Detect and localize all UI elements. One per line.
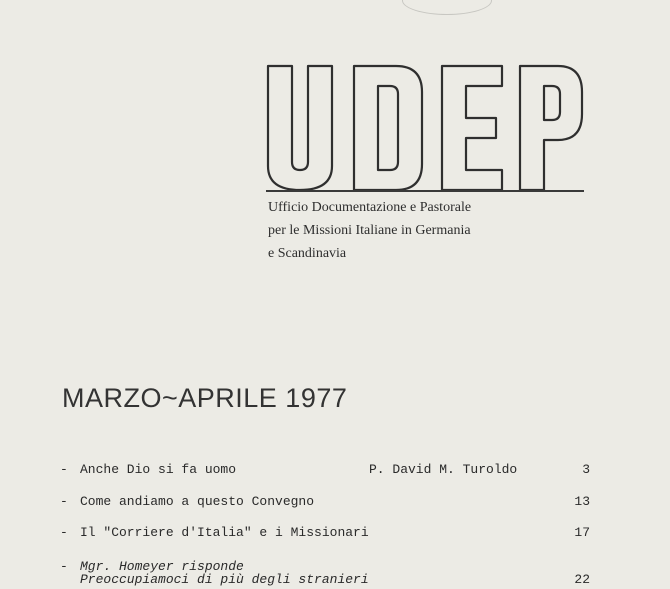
toc-row	[60, 525, 600, 547]
stamp-mark	[402, 0, 492, 15]
issue-title: MARZO~APRILE 1977	[62, 383, 348, 413]
logo-letter-d	[354, 66, 422, 190]
toc-author: P. David M. Turoldo	[369, 462, 518, 477]
toc-title: Mgr. Homeyer risponde	[80, 559, 244, 574]
subtitle-line: e Scandinavia	[268, 246, 347, 261]
toc-dash: -	[60, 559, 68, 574]
toc-title: Il "Corriere d'Italia" e i Missionari	[80, 525, 369, 540]
subtitle-line: Ufficio Documentazione e Pastorale	[268, 200, 472, 215]
toc-page: 22	[574, 572, 590, 587]
toc-dash: -	[60, 494, 68, 509]
toc-page: 3	[582, 462, 590, 477]
toc-row	[60, 559, 600, 589]
subtitle-line: per le Missioni Italiane in Germania	[268, 223, 471, 238]
toc-page: 17	[574, 525, 590, 540]
logo-underline	[266, 190, 584, 192]
logo-letter-p	[520, 66, 582, 190]
toc-title: Anche Dio si fa uomo	[80, 462, 237, 477]
toc-row	[60, 494, 600, 516]
toc-title: Come andiamo a questo Convegno	[80, 494, 315, 509]
toc-subtitle: Preoccupiamoci di più degli stranieri	[80, 572, 369, 587]
toc-page: 13	[574, 494, 590, 509]
logo-letter-e	[442, 66, 502, 190]
publisher-subtitle	[268, 196, 471, 265]
toc-row	[60, 462, 600, 484]
udep-logo	[264, 62, 586, 194]
toc-dash: -	[60, 462, 68, 477]
toc-dash: -	[60, 525, 68, 540]
logo-letter-u	[268, 66, 332, 190]
